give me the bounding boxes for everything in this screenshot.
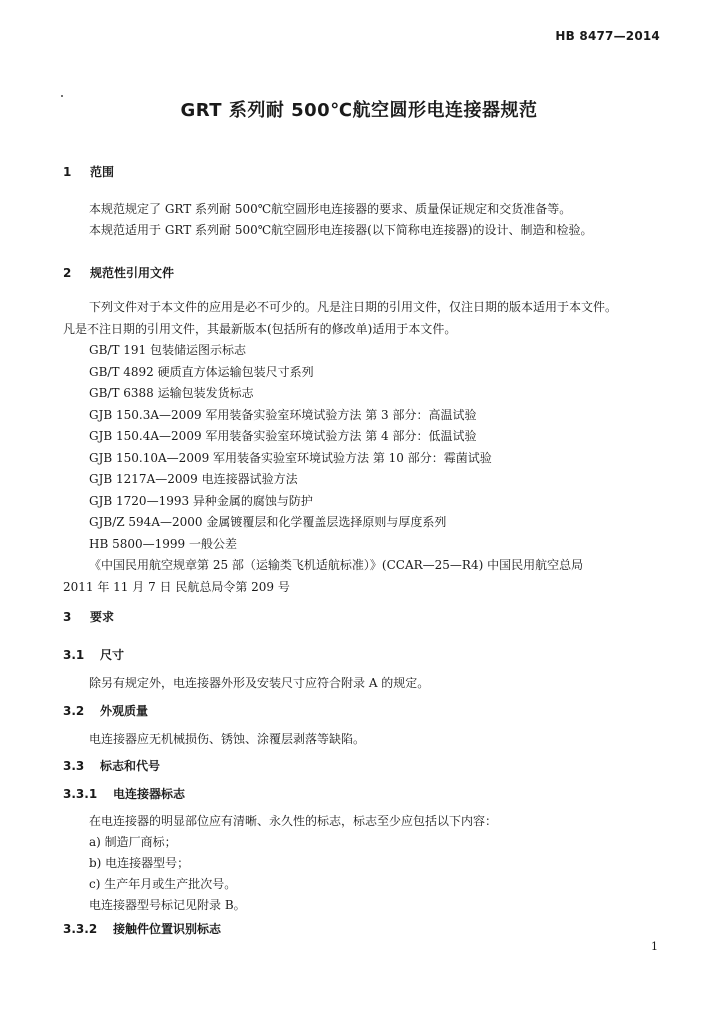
reference-item: HB 5800—1999 一般公差: [89, 536, 237, 551]
reference-item: GJB 150.3A—2009 军用装备实验室环境试验方法 第 3 部分：高温试验: [89, 407, 477, 422]
section-3-3-heading: [63, 757, 160, 774]
list-item: c) 生产年月或生产批次号。: [89, 877, 237, 891]
paragraph: 下列文件对于本文件的应用是必不可少的。凡是注日期的引用文件，仅注日期的版本适用于本文件。: [89, 300, 618, 314]
section-number: 3: [63, 610, 72, 624]
section-3-1-body: [63, 673, 663, 694]
section-title: 尺寸: [100, 648, 125, 662]
section-number: 3.3.2: [63, 922, 98, 936]
paragraph: 电连接器型号标记见附录 B。: [89, 898, 246, 912]
section-3-3-1-body: [63, 811, 663, 916]
section-1-heading: [63, 163, 114, 180]
reference-item: 《中国民用航空规章第 25 部（运输类飞机适航标准）》(CCAR—25—R4) 中国民用航空总局: [89, 558, 584, 572]
standard-code: HB 8477—2014: [555, 29, 660, 43]
reference-item-continued: 2011 年 11 月 7 日 民航总局令第 209 号: [63, 579, 290, 594]
reference-item: GB/T 4892 硬质直方体运输包装尺寸系列: [89, 364, 314, 379]
reference-item: GJB/Z 594A—2000 金属镀覆层和化学覆盖层选择原则与厚度系列: [89, 515, 447, 529]
paragraph: 本规范规定了 GRT 系列耐 500℃航空圆形电连接器的要求、质量保证规定和交货准备等。: [89, 202, 572, 216]
section-title: 标志和代号: [100, 759, 161, 773]
section-3-2-heading: [63, 702, 148, 719]
section-number: 3.2: [63, 704, 85, 718]
section-title: 电连接器标志: [113, 787, 186, 801]
section-title: 接触件位置识别标志: [113, 922, 222, 936]
section-2-heading: [63, 264, 174, 281]
reference-item: GJB 1217A—2009 电连接器试验方法: [89, 472, 298, 486]
section-title: 要求: [90, 610, 115, 624]
section-number: 3.3.1: [63, 787, 98, 801]
reference-item: GB/T 6388 运输包装发货标志: [89, 386, 254, 400]
section-3-1-heading: [63, 646, 124, 663]
section-title: 外观质量: [100, 704, 149, 718]
section-2-body: [63, 297, 663, 598]
paragraph: 凡是不注日期的引用文件，其最新版本(包括所有的修改单)适用于本文件。: [63, 321, 457, 336]
paragraph: 电连接器应无机械损伤、锈蚀、涂覆层剥落等缺陷。: [89, 732, 366, 746]
reference-item: GJB 1720—1993 异种金属的腐蚀与防护: [89, 493, 313, 508]
paragraph: 在电连接器的明显部位应有清晰、永久性的标志，标志至少应包括以下内容：: [89, 814, 498, 828]
section-1-body: [63, 199, 663, 241]
section-number: 1: [63, 165, 72, 179]
reference-item: GJB 150.4A—2009 军用装备实验室环境试验方法 第 4 部分：低温试验: [89, 429, 477, 443]
paragraph: 本规范适用于 GRT 系列耐 500℃航空圆形电连接器(以下简称电连接器)的设计、制造和检验。: [89, 223, 593, 237]
document-title: GRT 系列耐 500℃航空圆形电连接器规范: [180, 100, 538, 121]
reference-item: GB/T 191 包装储运图示标志: [89, 343, 246, 357]
section-title: 范围: [90, 165, 115, 179]
section-number: 3.3: [63, 759, 85, 773]
reference-item: GJB 150.10A—2009 军用装备实验室环境试验方法 第 10 部分：霉菌试验: [89, 450, 492, 465]
section-3-2-body: [63, 729, 663, 750]
list-item: b) 电连接器型号；: [89, 856, 190, 870]
section-3-3-1-heading: [63, 785, 185, 802]
list-item: a) 制造厂商标；: [89, 835, 177, 849]
section-3-3-2-heading: [63, 920, 221, 937]
section-number: 3.1: [63, 648, 85, 662]
paragraph: 除另有规定外，电连接器外形及安装尺寸应符合附录 A 的规定。: [89, 676, 430, 690]
section-number: 2: [63, 266, 72, 280]
page-number: 1: [651, 940, 658, 953]
section-3-heading: [63, 608, 114, 625]
section-title: 规范性引用文件: [90, 266, 175, 280]
